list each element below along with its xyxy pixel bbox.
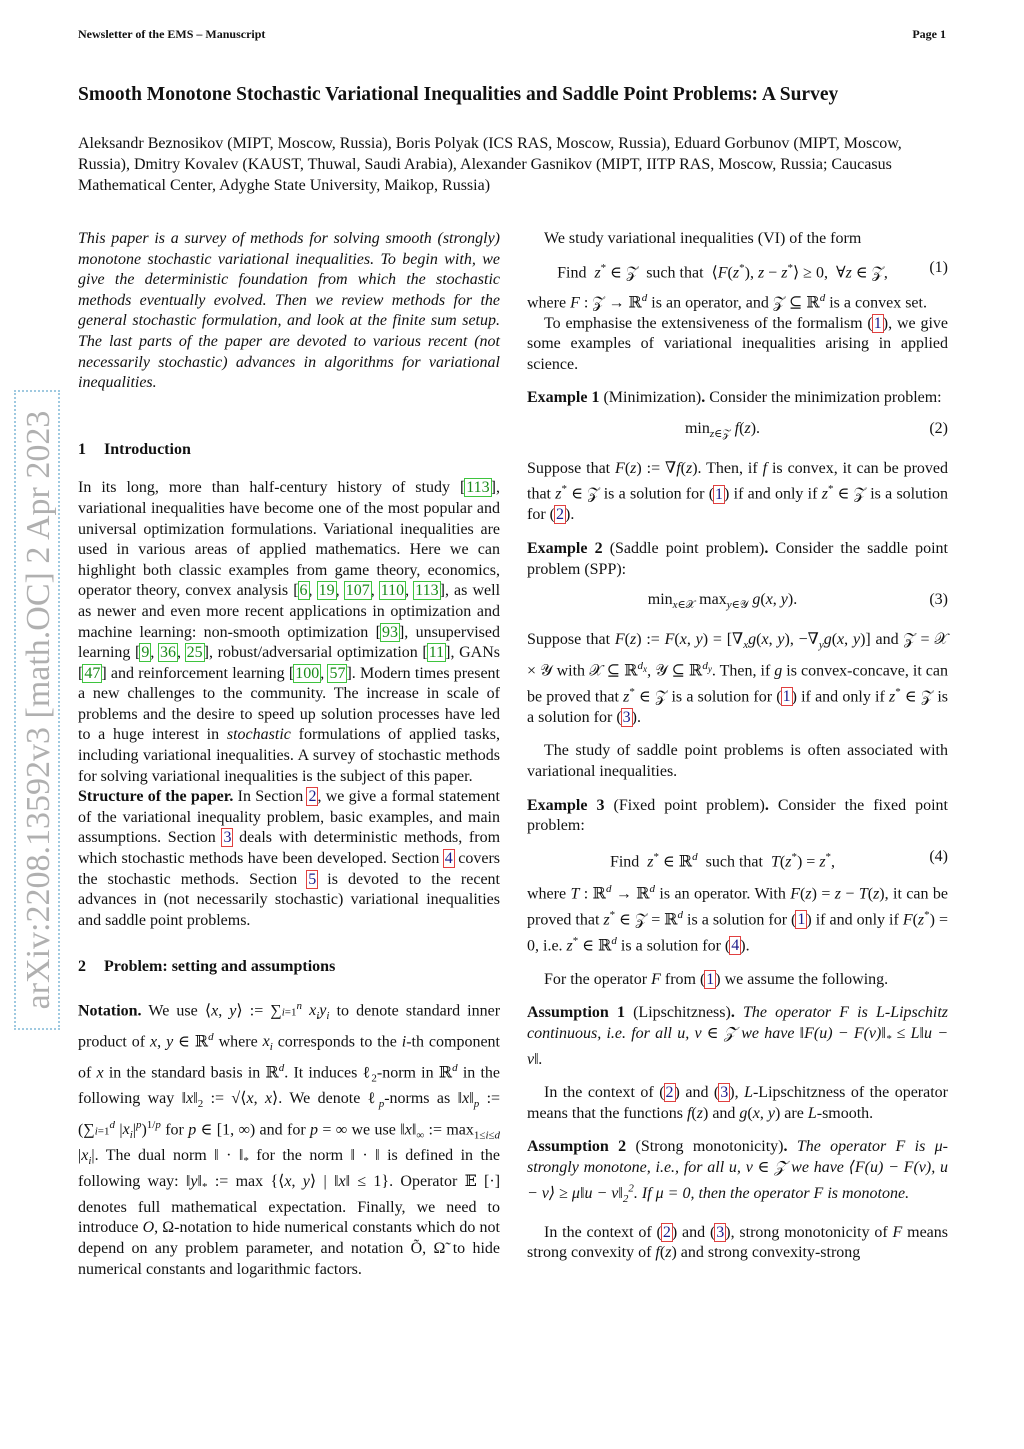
operator-assumption-intro: For the operator F from (1) we assume the following.	[544, 970, 889, 988]
vi-examples-intro: To emphasise the extensiveness of the formalism (1), we give some examples of variational inequalities arising in applied science.	[527, 314, 949, 373]
arxiv-stamp: arXiv:2208.13592v3 [math.OC] 2 Apr 2023	[14, 390, 60, 1030]
example-2: Example 2 (Saddle point problem). Consider the saddle point problem (SPP):	[527, 540, 948, 578]
abstract: This paper is a survey of methods for solving smooth (strongly) monotone stochastic variational inequalities. To begin with, we give the deterministic foundation from which the stochastic methods eventually evolved. Then we review methods for the general stochastic formulation, and look at the finite sum setup. The last parts of the paper are devoted to various recent (not necessarily stochastic) advances in algorithms for variational inequalities.	[78, 230, 500, 392]
structure-paragraph: Structure of the paper. In Section 2, we give a formal statement of the variational inequality problem, basic examples, and main assumptions. Section 3 deals with deterministic methods, from which stochastic methods have been developed. Section 4 covers the stochastic methods. Section 5 is devoted to the recent advances in (not necessarily stochastic) variational inequalities and saddle point problems.	[78, 788, 501, 929]
vi-intro: We study variational inequalities (VI) of the form	[544, 230, 862, 247]
paper-title: Smooth Monotone Stochastic Variational Inequalities and Saddle Point Problems: A Survey	[78, 84, 839, 105]
assumption-2: Assumption 2 (Strong monotonicity). The operator F is μ-strongly monotone, i.e., for all u, v ∈ 𝒵 we have ⟨F(u) − F(v), u − v⟩ ≥ μ‖u − $v‖_2^2$. If μ = 0, then the operator F is monotone.	[527, 1138, 949, 1205]
spp-remark: The study of saddle point problems is often associated with variational inequalities.	[527, 742, 948, 780]
example-2-text: Suppose that F(z) := F(x, $y) = [\nabla_xg(x$, y), $-\nabla_yg(x$, y)] and 𝒵 = 𝒳 × 𝒴 with 𝒳 ⊆ ℝ$^{d_x}$, 𝒴 ⊆ ℝ$^{d_y}$. Then, if g is convex-concave, it can be proved that z* ∈ 𝒵 is a solution for (1) if and only if z* ∈ 𝒵 is a solution for (3).	[527, 631, 949, 726]
section-heading-problem: 2 Problem: setting and assumptions	[78, 958, 336, 976]
notation-paragraph: Notation. We use ⟨x, y⟩ := $\sum i=1^n$ $x_iy_i$ to denote standard inner product of x, y ∈ ℝ$^d$ where $x_i$ corresponds to the i-th component of x in the standard basis in ℝ$^d$. It induces ℓ$_2$-norm in ℝ$^d$ in the following way $‖x‖_2$ := √⟨x, x⟩. We denote ℓ$_p$-norms as $‖x‖_p$ := ($\sum i=1^d$ $|x_i|^p)^{1/p}$ for p ∈ [1, ∞) and for p = ∞ we use $‖x‖_\infty$ := $\max_{1\le i\le d} |x_i|$. The dual norm ‖ · $‖_*$ for the norm ‖ · ‖ is defined in the following way: $‖y‖_*$ := max {⟨x, y⟩ | ‖x‖ ≤ 1}. Operator 𝔼 [·] denotes full mathematical expectation. Finally, we need to introduce O, Ω-notation to hide numerical constants which do not depend on any problem parameter, and notation Õ, Ω̃ to hide numerical constants and logarithmic factors.	[78, 1000, 501, 1278]
example-1-text: Suppose that F(z) := ∇f(z). Then, if f is convex, it can be proved that z* ∈ 𝒵 is a solution for (1) if and only if z* ∈ 𝒵 is a solution for (2).	[527, 459, 949, 524]
left-column	[78, 229, 500, 1280]
page-number: Page 1	[912, 27, 946, 41]
running-header	[78, 27, 946, 45]
journal-name: Newsletter of the EMS – Manuscript	[78, 27, 266, 41]
equation-1: Find z* ∈ 𝒵 such that ⟨F(z*), z − z*⟩ ≥ 0, ∀z ∈ 𝒵, (1)	[557, 258, 948, 281]
vi-definition: where F : 𝒵 → ℝ$^d$ is an operator, and 𝒵 ⊆ ℝ$^d$ is a convex set.	[527, 291, 927, 311]
author-list: Aleksandr Beznosikov (MIPT, Moscow, Russia), Boris Polyak (ICS RAS, Moscow, Russia), Eduard Gorbunov (MIPT, Moscow, Russia), Dmitry Kovalev (KAUST, Thuwal, Saudi Arabia), Alexander Gasnikov (MIPT, IITP RAS, Moscow, Russia; Caucasus Mathematical Center, Adyghe State University, Maikop, Russia)	[78, 135, 902, 194]
right-column	[527, 229, 948, 1264]
equation-4: Find z* ∈ ℝ$^d$ such that T(z*) = z*, (4)	[609, 847, 948, 871]
equation-2: $\min_{z\in 𝒵} f(z)$. (2)	[684, 419, 948, 441]
example-1: Example 1 (Minimization). Consider the minimization problem:	[527, 389, 942, 407]
example-3-text: where T : ℝ$^d$ → ℝ$^d$ is an operator. With F(z) = z − T(z), it can be proved that z* ∈ 𝒵 = ℝ$^d$ is a solution for (1) if and only if F(z*) = 0, i.e. z* ∈ ℝ$^d$ is a solution for (4).	[527, 882, 949, 954]
example-3: Example 3 (Fixed point problem). Consider the fixed point problem:	[527, 796, 948, 835]
introduction-paragraph: In its long, more than half-century history of study [113], variational inequalities have become one of the most popular and universal optimization formulations. Variational inequalities are used in various areas of applied mathematics. Here we can highlight both classic examples from game theory, economics, operator theory, convex analysis [6, 19, 107, 110, 113], as well as newer and even more recent applications in optimization and machine learning: non-smooth optimization [93], unsupervised learning [9, 36, 25], robust/adversarial optimization [11], GANs [47] and reinforcement learning [100, 57]. Modern times present a new challenges to the community. The increase in scale of problems and the desire to speed up solution processes have led to a huge interest in stochastic formulations of applied tasks, including variational inequalities. A survey of stochastic methods for solving variational inequalities is the subject of this paper.	[78, 479, 501, 785]
assumption-1: Assumption 1 (Lipschitzness). The operator F is L-Lipschitz continuous, i.e. for all u, v ∈ 𝒵 we have ‖F(u) − $F(v)‖_*$ ≤ L‖u − v‖.	[527, 1004, 949, 1068]
assumption-1-remark: In the context of (2) and (3), L-Lipschitzness of the operator means that the functions f(z) and g(x, y) are L-smooth.	[527, 1084, 948, 1122]
equation-3: $\min_{x\in 𝒳} \max_{y\in 𝒴} g(x$, y). (3)	[647, 591, 948, 612]
assumption-2-remark: In the context of (2) and (3), strong monotonicity of F means strong convexity of f(z) and strong convexity-strong	[527, 1223, 949, 1262]
section-heading-introduction: 1 Introduction	[78, 440, 191, 458]
